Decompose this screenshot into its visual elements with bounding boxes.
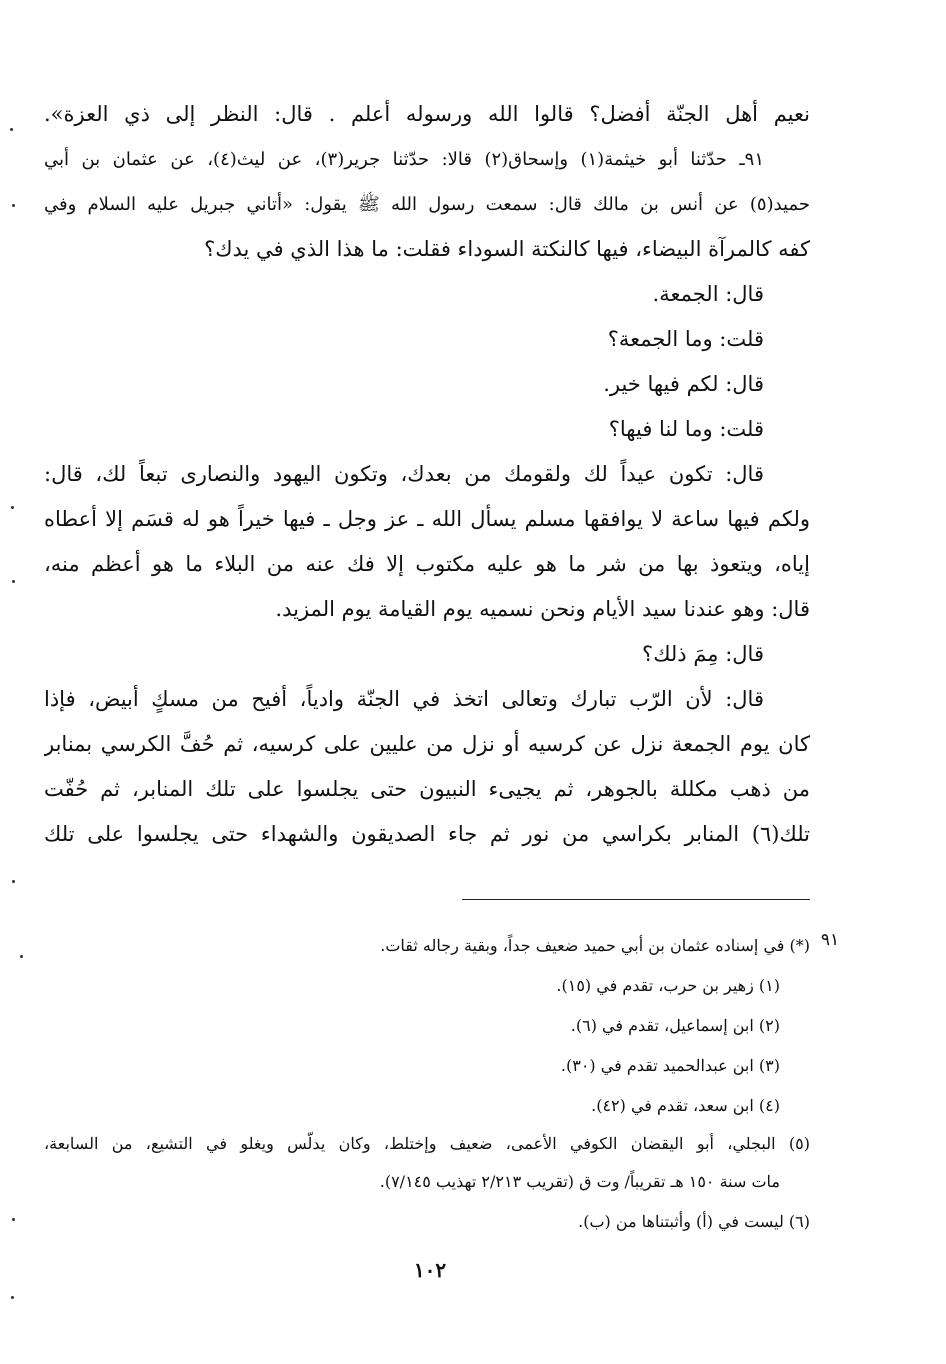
text-line: من ذهب مكللة بالجوهر، ثم يجيىء النبيون حتى يجلسوا على تلك المنابر، ثم حُفّت	[44, 777, 810, 801]
scan-speck	[12, 204, 15, 207]
scan-speck	[11, 506, 14, 509]
footnote: (٢) ابن إسماعيل، تقدم في (٦).	[570, 1016, 780, 1035]
scan-speck	[10, 128, 13, 131]
footnote: (٤) ابن سعد، تقدم في (٤٢).	[591, 1096, 780, 1115]
footnote: (٥) البجلي، أبو اليقضان الكوفي الأعمى، ضعيف وإختلط، وكان يدلّس ويغلو في التشيع، من السابعة،	[44, 1134, 810, 1153]
page-number: ١٠٢	[413, 1258, 447, 1282]
scan-speck	[12, 880, 15, 883]
text-line: قال: لكم فيها خير.	[603, 372, 764, 396]
footnotes	[44, 926, 810, 1242]
text-line: كان يوم الجمعة نزل عن كرسيه أو نزل من عليين على كرسيه، ثم حُفَّ الكرسي بمنابر	[44, 732, 810, 756]
text-line: حميد(٥) عن أنس بن مالك قال: سمعت رسول الله ﷺ يقول: «أتاني جبريل عليه السلام وفي	[44, 194, 810, 215]
text-line: قال: الجمعة.	[652, 282, 764, 306]
text-line: قال: لأن الرّب تبارك وتعالى اتخذ في الجنّة وادياً، أفيح من مسكٍ أبيض، فإذا	[44, 687, 764, 711]
scan-speck	[12, 1218, 15, 1221]
hadith-number: ٩١	[820, 930, 840, 950]
scan-speck	[20, 955, 23, 958]
footnote: (٣) ابن عبدالحميد تقدم في (٣٠).	[560, 1056, 780, 1075]
footnote: (١) زهير بن حرب، تقدم في (١٥).	[556, 976, 780, 995]
text-line: نعيم أهل الجنّة أفضل؟ قالوا الله ورسوله أعلم . قال: النظر إلى ذي العزة».	[44, 102, 810, 126]
text-line: قلت: وما الجمعة؟	[607, 327, 764, 351]
footnote: (٦) ليست في (أ) وأثبتناها من (ب).	[578, 1212, 810, 1231]
text-line: قال: وهو عندنا سيد الأيام ونحن نسميه يوم القيامة يوم المزيد.	[275, 597, 810, 621]
text-line: إياه، ويتعوذ بها من شر ما هو عليه مكتوب إلا فك عنه من البلاء ما هو أعظم منه،	[44, 552, 810, 576]
footnote: (*) في إسناده عثمان بن أبي حميد ضعيف جداً، وبقية رجاله ثقات.	[380, 936, 810, 955]
text-line: كفه كالمرآة البيضاء، فيها كالنكتة السوداء فقلت: ما هذا الذي في يدك؟	[204, 237, 810, 261]
scan-speck	[11, 1296, 14, 1299]
text-line: ٩١ـ حدّثنا أبو خيثمة(١) وإسحاق(٢) قالا: حدّثنا جرير(٣)، عن ليث(٤)، عن عثمان بن أبي	[44, 149, 764, 170]
footnote-divider	[462, 899, 810, 900]
footnote-continuation: مات سنة ١٥٠ هـ تقريباً/ وت ق (تقريب ٢/٢١٣ تهذيب ٧/١٤٥).	[379, 1172, 780, 1191]
text-line: تلك(٦) المنابر بكراسي من نور ثم جاء الصديقون والشهداء حتى يجلسوا على تلك	[44, 822, 810, 846]
text-line: قال: مِمَ ذلك؟	[642, 642, 764, 666]
main-text	[44, 92, 810, 857]
text-line: قلت: وما لنا فيها؟	[608, 417, 764, 441]
text-line: قال: تكون عيداً لك ولقومك من بعدك، وتكون اليهود والنصارى تبعاً لك، قال:	[44, 462, 764, 486]
text-line: ولكم فيها ساعة لا يوافقها مسلم يسأل الله ـ عز وجل ـ فيها خيراً هو له قسَم إلا أعطاه	[44, 507, 810, 531]
scan-speck	[12, 580, 15, 583]
